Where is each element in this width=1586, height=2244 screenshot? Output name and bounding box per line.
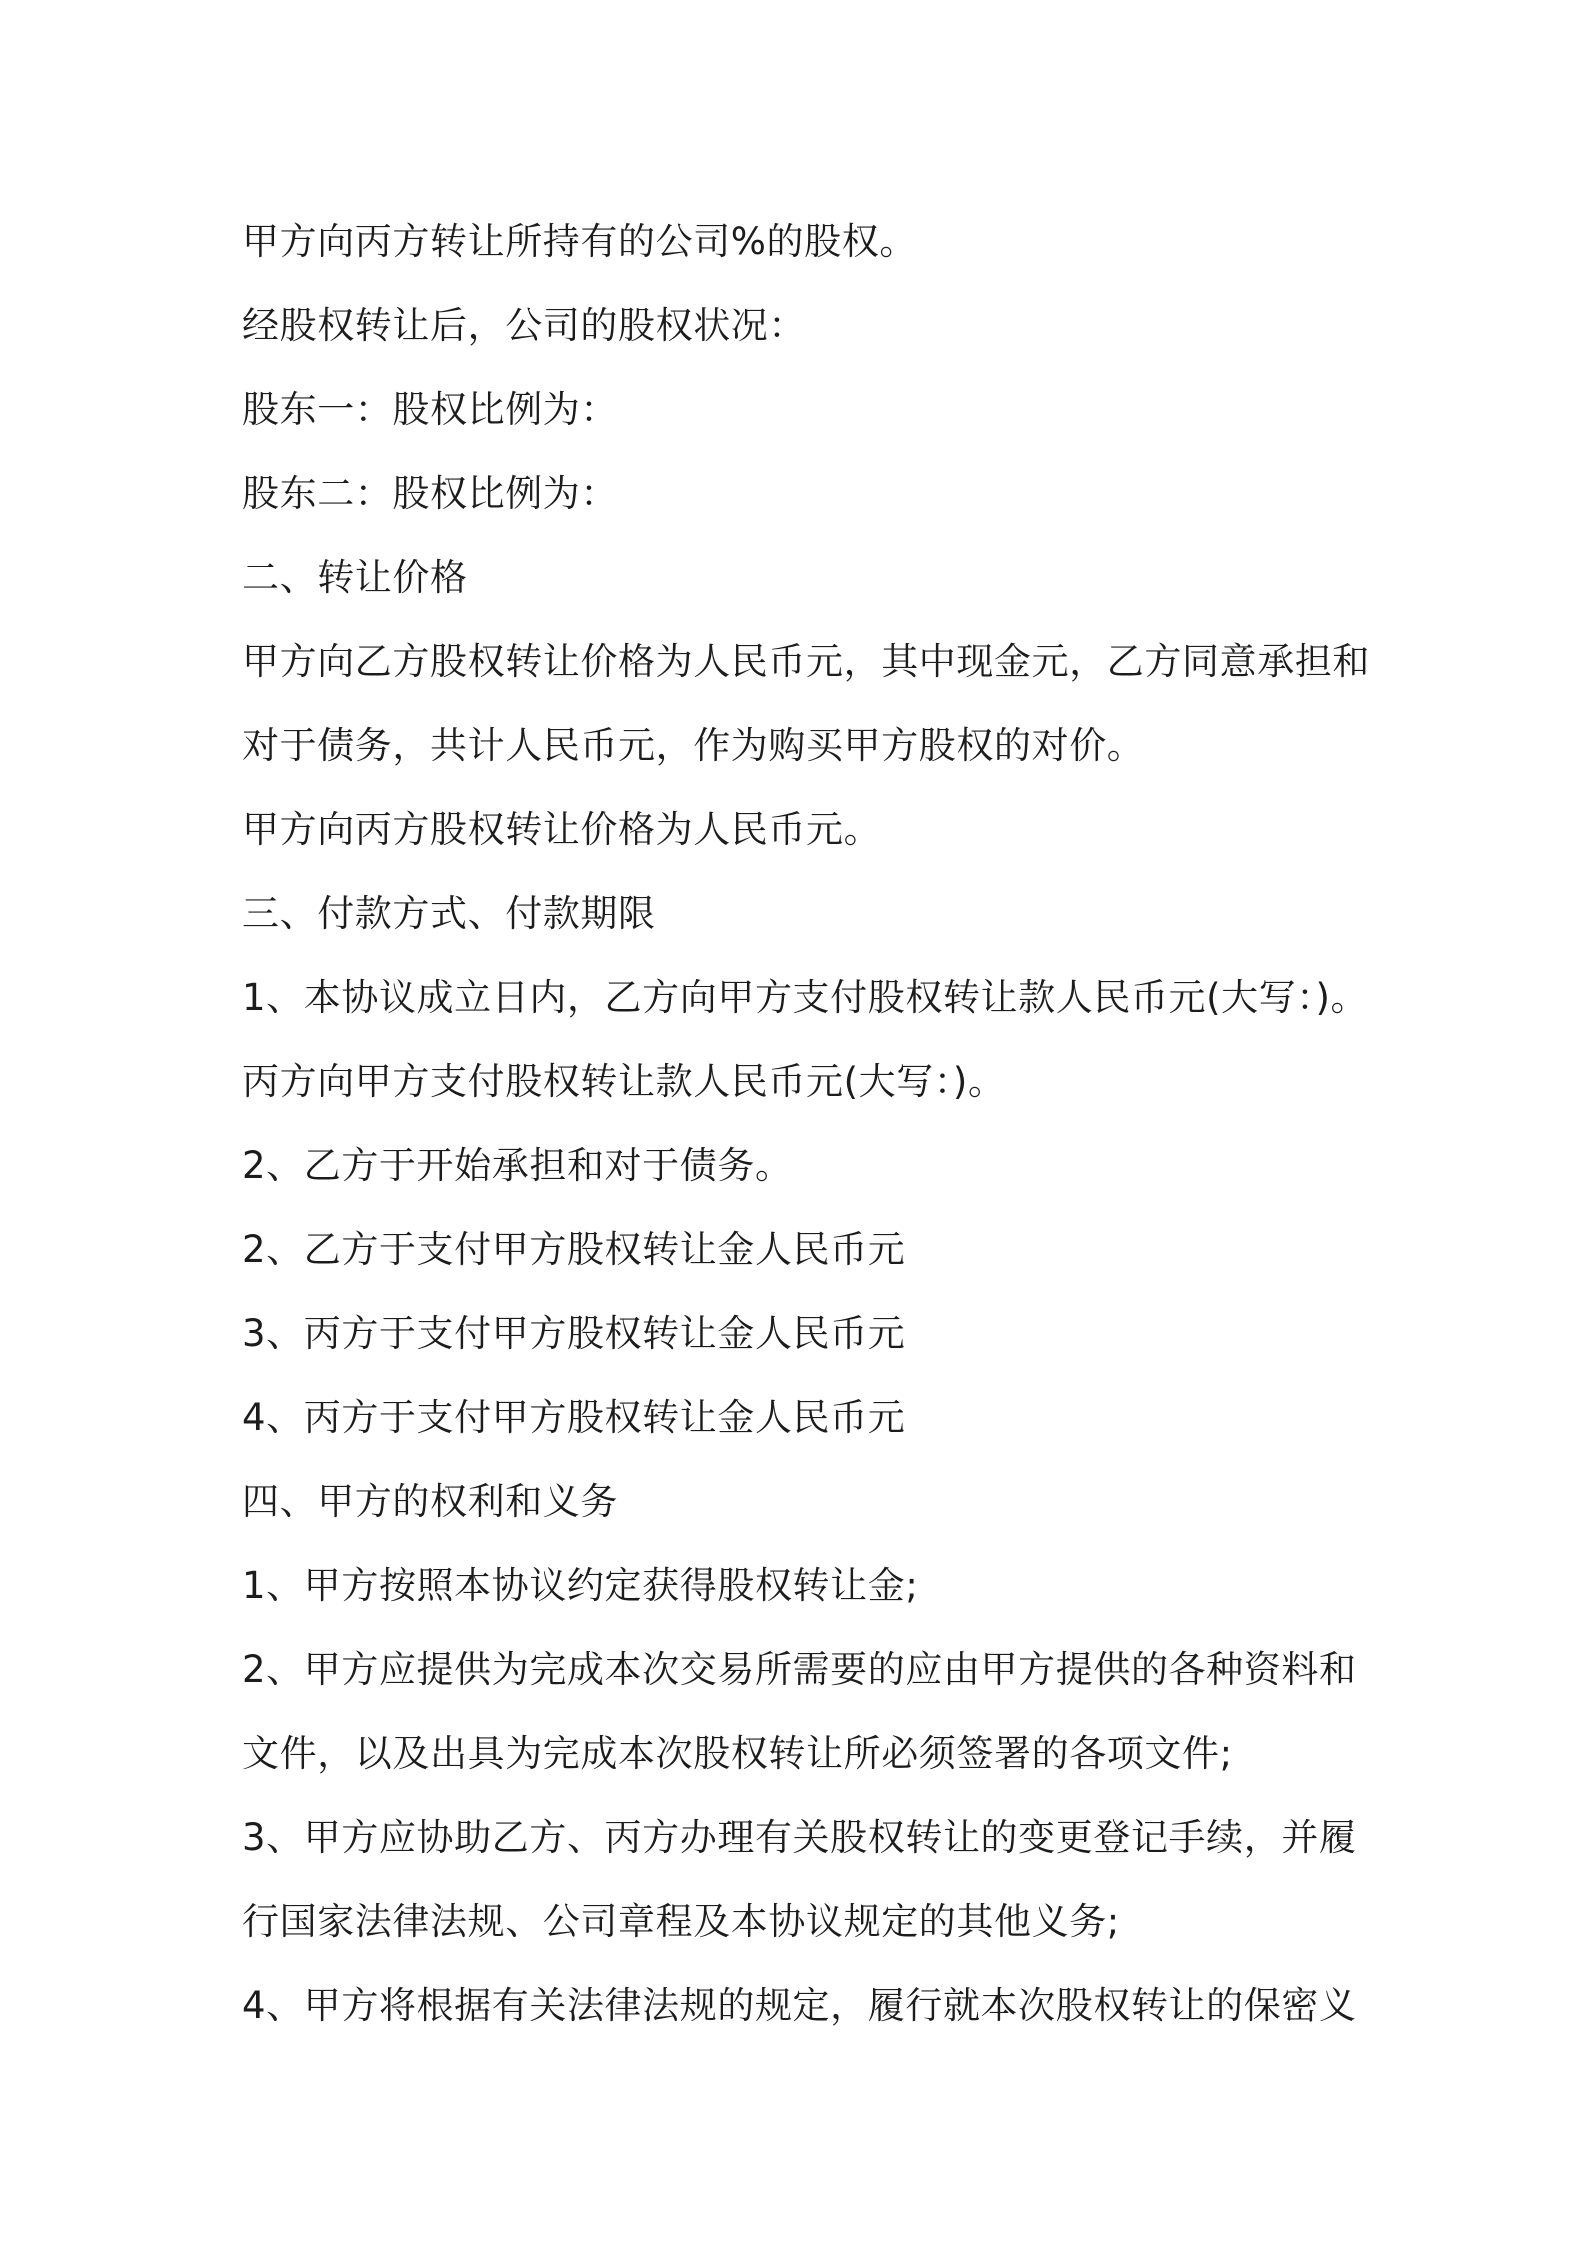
- text-line: 对于债务，共计人民币元，作为购买甲方股权的对价。: [242, 724, 1145, 767]
- text-line: 1、甲方按照本协议约定获得股权转让金;: [242, 1564, 919, 1607]
- text-line: 丙方向甲方支付股权转让款人民币元(大写：)。: [242, 1060, 1006, 1103]
- text-line: 2、乙方于开始承担和对于债务。: [242, 1144, 793, 1187]
- text-line: 3、丙方于支付甲方股权转让金人民币元: [242, 1312, 906, 1355]
- section-heading: 二、转让价格: [242, 556, 468, 599]
- text-line: 4、丙方于支付甲方股权转让金人民币元: [242, 1396, 906, 1439]
- section-heading: 四、甲方的权利和义务: [242, 1480, 618, 1523]
- text-line: 经股权转让后，公司的股权状况：: [242, 304, 806, 347]
- text-line: 3、甲方应协助乙方、丙方办理有关股权转让的变更登记手续，并履: [242, 1816, 1357, 1859]
- text-line: 2、乙方于支付甲方股权转让金人民币元: [242, 1228, 906, 1271]
- text-line: 4、甲方将根据有关法律法规的规定，履行就本次股权转让的保密义: [242, 1984, 1357, 2027]
- text-line: 股东一：股权比例为：: [242, 388, 618, 431]
- document-body: [242, 200, 1370, 2048]
- text-line: 2、甲方应提供为完成本次交易所需要的应由甲方提供的各种资料和: [242, 1648, 1357, 1691]
- text-line: 甲方向丙方股权转让价格为人民币元。: [242, 808, 882, 851]
- text-line: 甲方向乙方股权转让价格为人民币元，其中现金元，乙方同意承担和: [242, 640, 1370, 683]
- text-line: 文件，以及出具为完成本次股权转让所必须签署的各项文件;: [242, 1732, 1233, 1775]
- text-line: 1、本协议成立日内，乙方向甲方支付股权转让款人民币元(大写：)。: [242, 976, 1369, 1019]
- text-line: 甲方向丙方转让所持有的公司%的股权。: [242, 220, 917, 263]
- section-heading: 三、付款方式、付款期限: [242, 892, 656, 935]
- text-line: 股东二：股权比例为：: [242, 472, 618, 515]
- text-line: 行国家法律法规、公司章程及本协议规定的其他义务;: [242, 1900, 1120, 1943]
